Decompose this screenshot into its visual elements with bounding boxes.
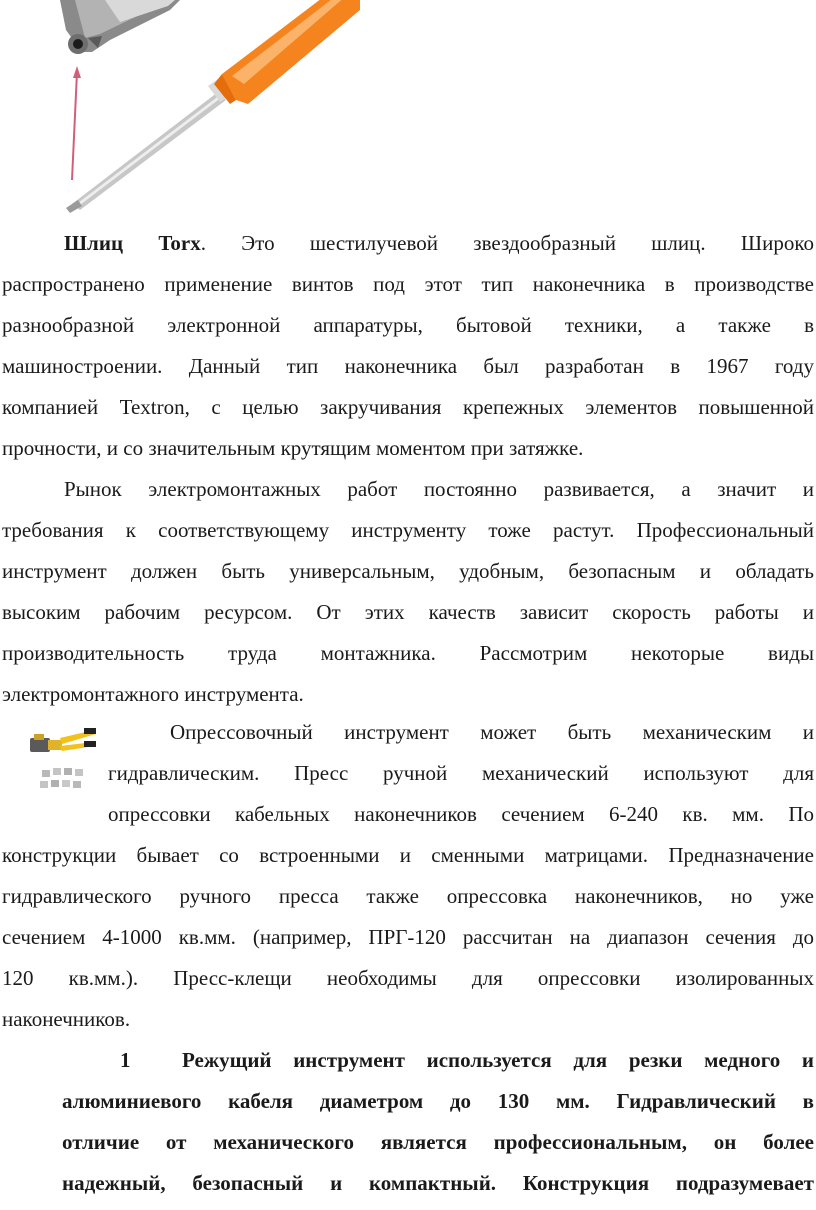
torx-screwdriver-image (0, 0, 360, 215)
market-line-2: требования к соответствующему инструменту тоже растут. Профессиональный (2, 518, 814, 542)
press-line-1: Опрессовочный инструмент может быть механическим и (170, 720, 814, 744)
torx-line-2: распространено применение винтов под этот тип наконечника в производстве (2, 272, 814, 296)
press-line-3: опрессовки кабельных наконечников сечением 6-240 кв. мм. По (108, 802, 814, 826)
market-line-3: инструмент должен быть универсальным, удобным, безопасным и обладать (2, 559, 814, 583)
crimping-tool (30, 728, 96, 752)
press-line-4: конструкции бывает со встроенными и сменными матрицами. Предназначение (2, 843, 814, 867)
cutting-line-3: отличие от механического является профессиональным, он более (62, 1130, 814, 1154)
press-line-6: сечением 4-1000 кв.мм. (например, ПРГ-120 рассчитан на диапазон сечения до (2, 925, 814, 949)
torx-line-3: разнообразной электронной аппаратуры, бытовой техники, а также в (2, 313, 814, 337)
arrow-icon (72, 66, 81, 180)
crimping-dies (40, 768, 83, 788)
press-line-5: гидравлического ручного пресса также опрессовка наконечников, но уже (2, 884, 814, 908)
torx-bit-closeup (60, 0, 180, 54)
torx-line-4: машиностроении. Данный тип наконечника был разработан в 1967 году (2, 354, 814, 378)
cutting-line-1: Режущий инструмент используется для резки медного и (182, 1048, 814, 1072)
press-line-7: 120 кв.мм.). Пресс-клещи необходимы для опрессовки изолированных (2, 966, 814, 990)
torx-title: Шлиц Torx (64, 231, 201, 255)
market-line-4: высоким рабочим ресурсом. От этих качеств зависит скорость работы и (2, 600, 814, 624)
press-line-2: гидравлическим. Пресс ручной механический используют для (108, 761, 814, 785)
paragraph-line (64, 229, 814, 257)
market-line-6: электромонтажного инструмента. (2, 682, 304, 706)
market-line-5: производительность труда монтажника. Рассмотрим некоторые виды (2, 641, 814, 665)
cutting-line-2: алюминиевого кабеля диаметром до 130 мм. Гидравлический в (62, 1089, 814, 1113)
list-item-number: 1 (120, 1048, 131, 1072)
torx-line-1: . Это шестилучевой звездообразный шлиц. Широко (200, 231, 814, 255)
crimping-tool-image (28, 724, 100, 804)
cutting-line-4: надежный, безопасный и компактный. Конструкция подразумевает (62, 1171, 814, 1195)
market-line-1: Рынок электромонтажных работ постоянно развивается, а значит и (64, 477, 814, 501)
torx-line-6: прочности, и со значительным крутящим моментом при затяжке. (2, 436, 584, 460)
press-line-8: наконечников. (2, 1007, 131, 1031)
torx-line-5: компанией Textron, с целью закручивания крепежных элементов повышенной (2, 395, 814, 419)
